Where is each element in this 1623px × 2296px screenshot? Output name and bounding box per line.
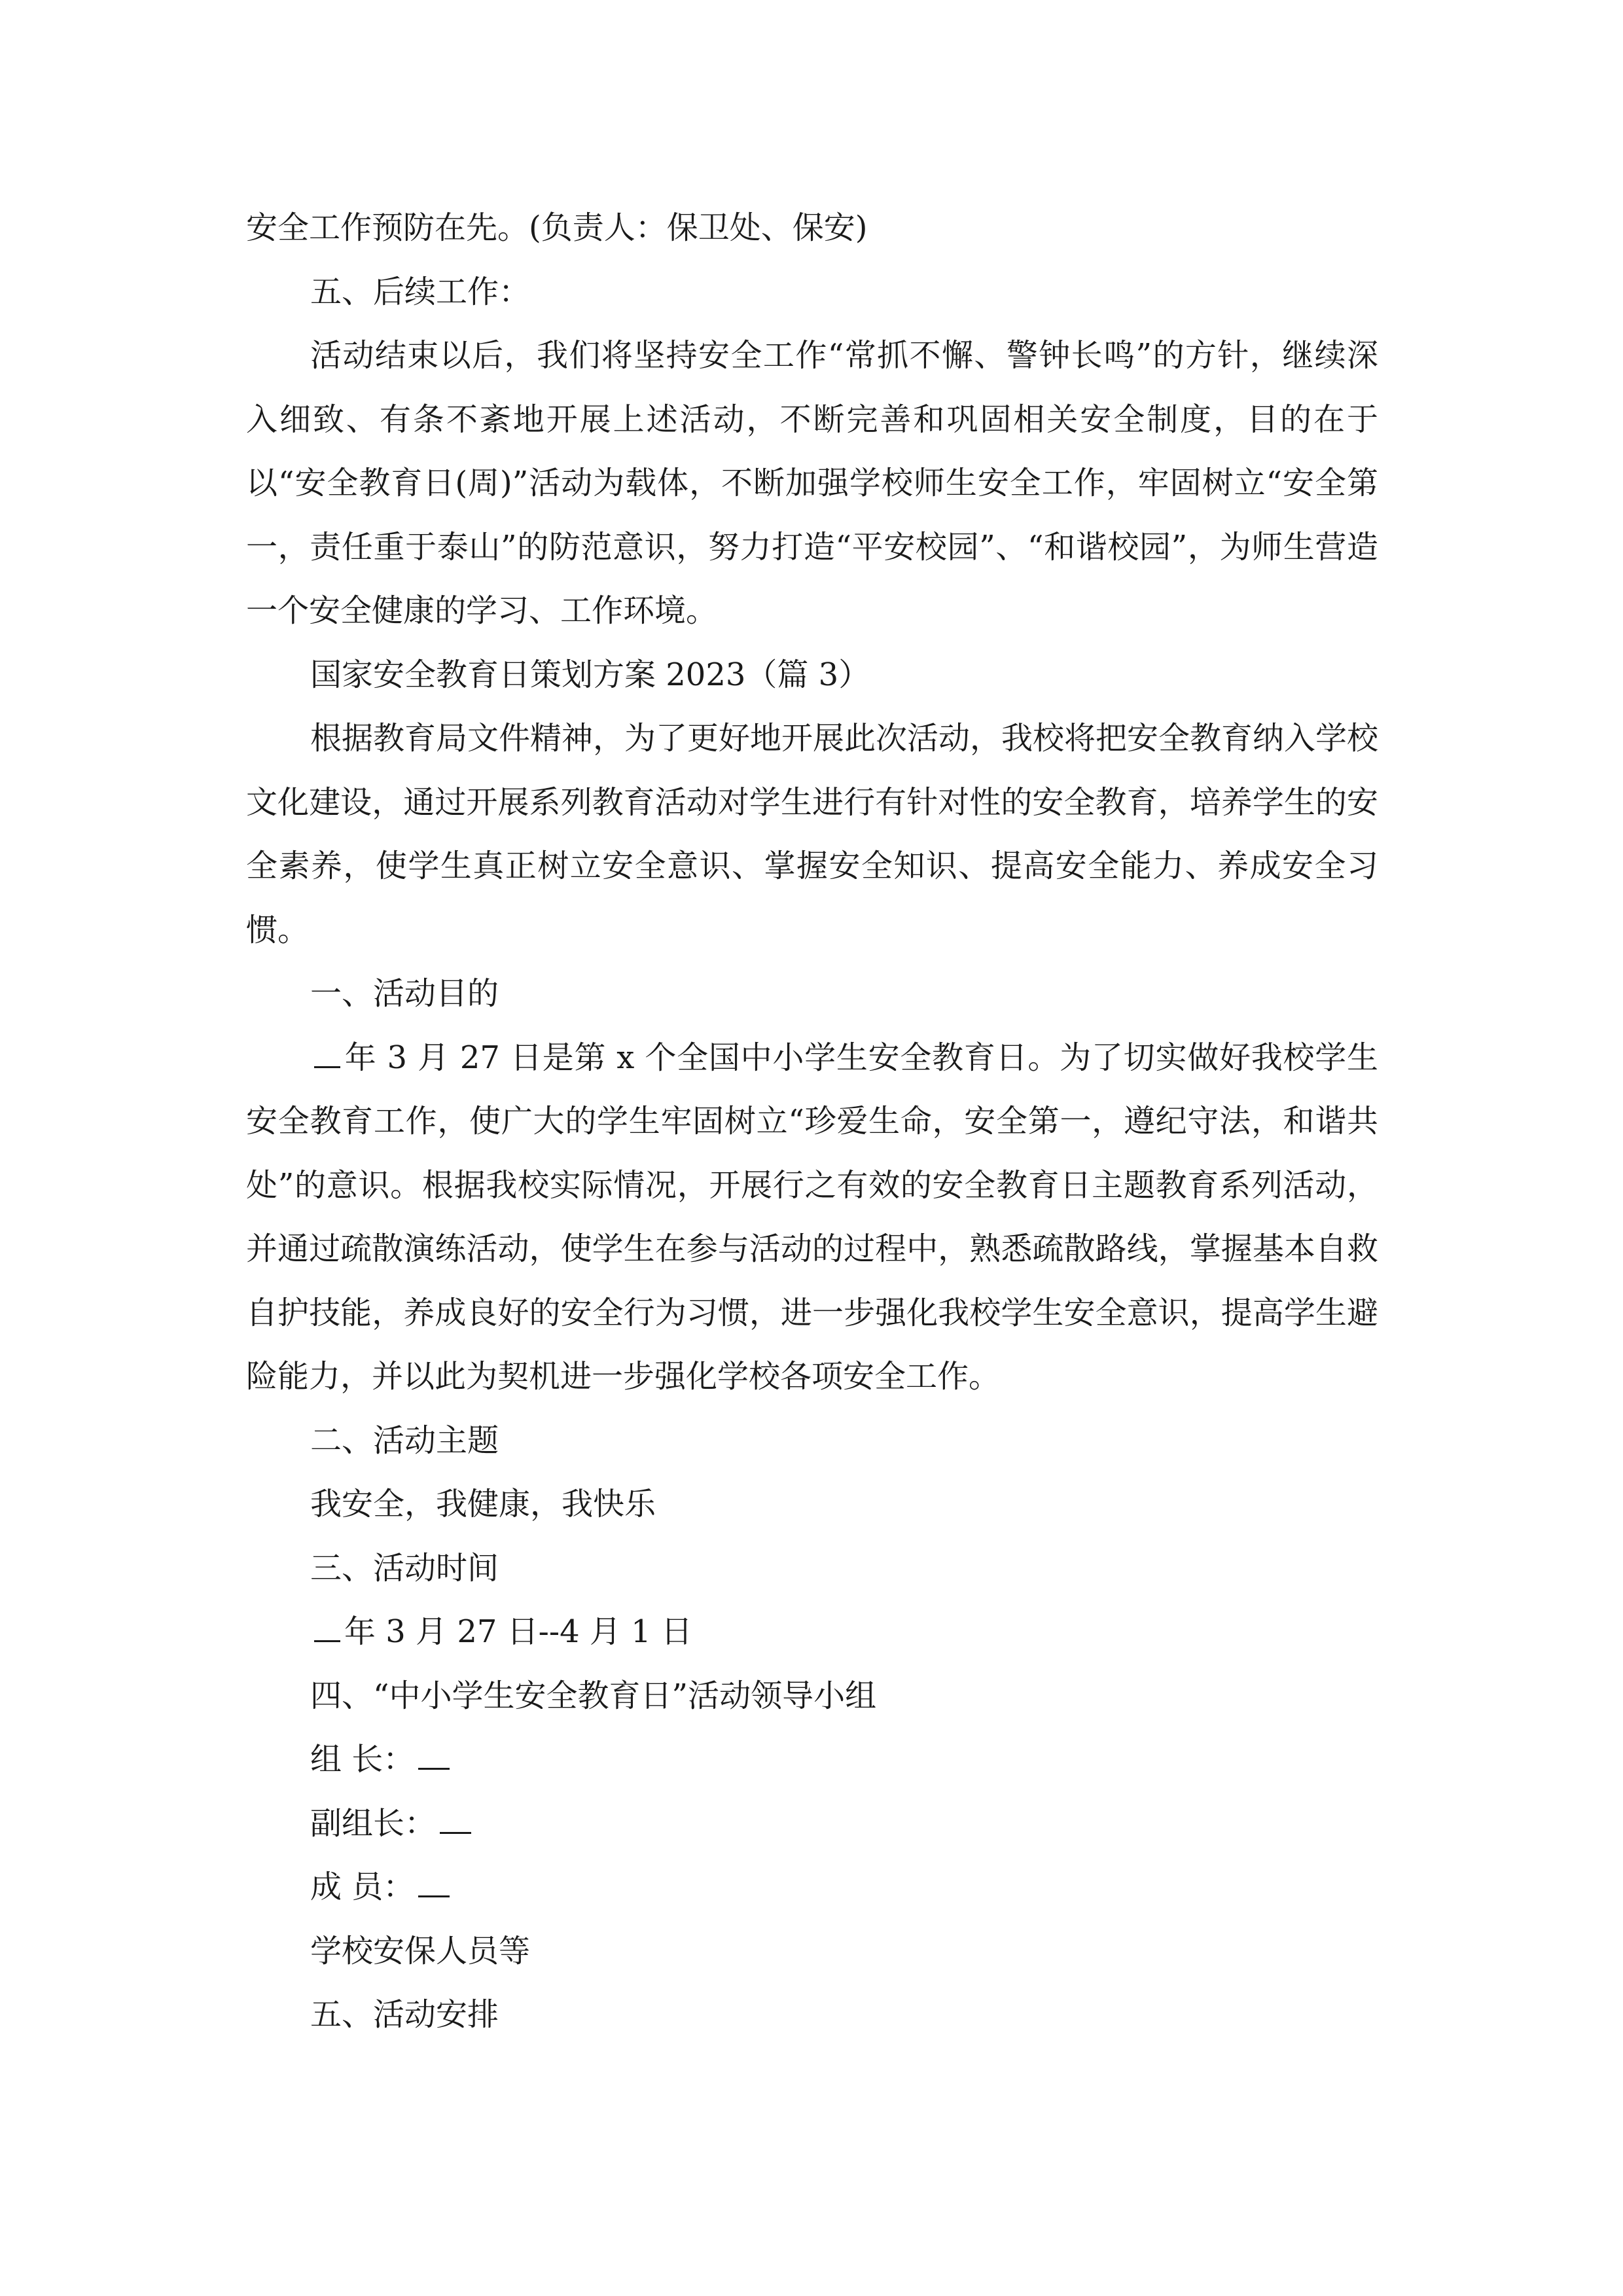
blank-year	[314, 1036, 340, 1068]
paragraph-intro: 根据教育局文件精神，为了更好地开展此次活动，我校将把安全教育纳入学校文化建设，通过开展系列教育活动对学生进行有针对性的安全教育，培养学生的安全素养，使学生真正树立安全意识、掌握安全知识、提高安全能力、养成安全习惯。	[246, 720, 1379, 948]
paragraph-security-staff: 学校安保人员等	[310, 1932, 531, 1969]
heading-activity-time: 三、活动时间	[310, 1549, 499, 1587]
section-title-plan-3: 国家安全教育日策划方案 2023（篇 3）	[310, 656, 870, 693]
blank-year	[314, 1610, 340, 1642]
blank-members	[418, 1865, 450, 1897]
heading-activity-arrangement: 五、活动安排	[310, 1996, 499, 2033]
blank-group-leader	[418, 1738, 450, 1770]
heading-activity-theme: 二、活动主题	[310, 1422, 499, 1459]
paragraph-activity-time-text: 年 3 月 27 日--4 月 1 日	[344, 1613, 692, 1650]
heading-leadership-group: 四、“中小学生安全教育日”活动领导小组	[310, 1677, 877, 1714]
line-members	[246, 1856, 1378, 1920]
paragraph-activity-purpose-text: 年 3 月 27 日是第 x 个全国中小学生安全教育日。为了切实做好我校学生安全教育工作，使广大的学生牢固树立“珍爱生命，安全第一，遵纪守法，和谐共处”的意识。根据我校实际情况，开展行之有效的安全教育日主题教育系列活动，并通过疏散演练活动，使学生在参与活动的过程中，熟悉疏散路线，掌握基本自救自护技能，养成良好的安全行为习惯，进一步强化我校学生安全意识，提高学生避险能力，并以此为契机进一步强化学校各项安全工作。	[246, 1039, 1378, 1395]
line-deputy-leader	[246, 1792, 1378, 1856]
paragraph-activity-theme: 我安全，我健康，我快乐	[310, 1486, 656, 1522]
paragraph-safety-prevention: 安全工作预防在先。(负责人：保卫处、保安)	[246, 209, 868, 246]
heading-activity-purpose: 一、活动目的	[310, 975, 499, 1012]
group-leader-label: 组 长：	[310, 1741, 415, 1778]
paragraph-activity-time	[246, 1600, 1378, 1664]
heading-follow-up-work: 五、后续工作：	[310, 273, 531, 310]
paragraph-activity-purpose	[246, 1026, 1378, 1409]
blank-deputy-leader	[440, 1802, 471, 1834]
line-group-leader	[246, 1728, 1378, 1792]
document-page	[246, 196, 1378, 2047]
members-label: 成 员：	[310, 1869, 415, 1905]
paragraph-follow-up-body: 活动结束以后，我们将坚持安全工作“常抓不懈、警钟长鸣”的方针，继续深入细致、有条不紊地开展上述活动，不断完善和巩固相关安全制度，目的在于以“安全教育日(周)”活动为载体，不断加强学校师生安全工作，牢固树立“安全第一，责任重于泰山”的防范意识，努力打造“平安校园”、“和谐校园”，为师生营造一个安全健康的学习、工作环境。	[246, 337, 1378, 629]
deputy-leader-label: 副组长：	[310, 1804, 437, 1842]
